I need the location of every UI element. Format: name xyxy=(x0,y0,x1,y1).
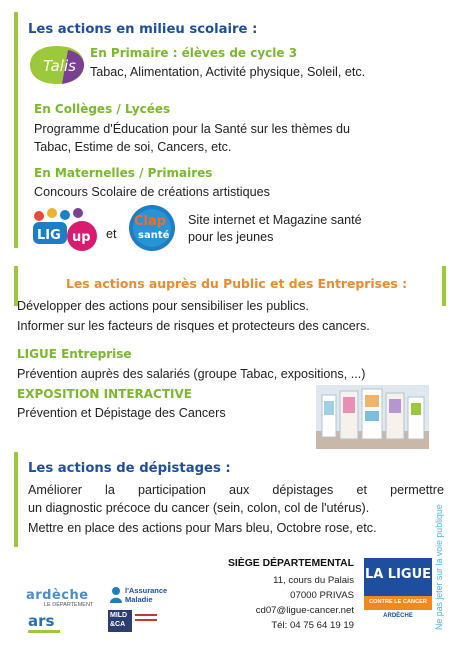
site-line-1: Site internet et Magazine santé xyxy=(188,213,362,227)
maternelles-text: Concours Scolaire de créations artistiques xyxy=(34,185,270,199)
talis-logo xyxy=(28,44,86,86)
talis-logo-text: Talis xyxy=(43,57,76,75)
section-bar-depistage xyxy=(14,452,18,547)
ligup-logo xyxy=(30,206,102,252)
svg-text:LIG: LIG xyxy=(37,228,61,243)
assurance-maladie-logo: l'Assurance Maladie xyxy=(108,584,164,608)
svg-text:Clap: Clap xyxy=(134,214,167,229)
ligue-entreprise-text: Prévention auprès des salariés (groupe Tabac, expositions, ...) xyxy=(17,367,366,381)
public-line-2: Informer sur les facteurs de risques et protecteurs des cancers. xyxy=(17,319,370,333)
siege-title: SIÈGE DÉPARTEMENTAL xyxy=(227,558,354,569)
mildeca-logo: MILD &CA xyxy=(108,610,160,634)
siege-address-1: 11, cours du Palais xyxy=(273,575,354,586)
expo-text: Prévention et Dépistage des Cancers xyxy=(17,406,226,420)
siege-phone: Tél: 04 75 64 19 19 xyxy=(271,620,354,631)
section-bar-public-right xyxy=(442,266,446,306)
siege-address-2: 07000 PRIVAS xyxy=(290,590,354,601)
et-label: et xyxy=(106,227,117,241)
svg-text:santé: santé xyxy=(138,230,170,241)
svg-text:up: up xyxy=(72,230,91,245)
primaire-heading: En Primaire : élèves de cycle 3 xyxy=(90,46,298,60)
public-line-1: Développer des actions pour sensibiliser les publics. xyxy=(17,299,309,313)
colleges-heading: En Collèges / Lycées xyxy=(34,102,171,116)
depistage-line-1: Améliorer la participation aux dépistages et permettre xyxy=(28,483,444,497)
depistage-line-3: Mettre en place des actions pour Mars bleu, Octobre rose, etc. xyxy=(28,521,377,535)
section-title-scolaire: Les actions en milieu scolaire : xyxy=(28,22,258,37)
expo-heading: EXPOSITION INTERACTIVE xyxy=(17,387,192,401)
la-ligue-logo-text: LA LIGUE xyxy=(364,567,432,582)
maternelles-heading: En Maternelles / Primaires xyxy=(34,166,213,180)
clap-sante-logo xyxy=(126,204,178,252)
ardeche-logo-sub: LE DÉPARTEMENT xyxy=(44,602,94,608)
primaire-text: Tabac, Alimentation, Activité physique, Soleil, etc. xyxy=(90,65,366,79)
ars-logo: ars xyxy=(28,612,68,634)
la-ligue-logo: LA LIGUE CONTRE LE CANCER ARDÈCHE xyxy=(364,558,432,624)
ardeche-logo xyxy=(26,588,96,608)
colleges-line-2: Tabac, Estime de soi, Cancers, etc. xyxy=(34,140,232,154)
section-bar-scolaire xyxy=(14,12,18,248)
section-title-public: Les actions auprès du Public et des Entreprises : xyxy=(66,276,408,291)
colleges-line-1: Programme d'Éducation pour la Santé sur les thèmes du xyxy=(34,122,351,136)
depistage-line-2: un diagnostic précoce du cancer (sein, colon, col de l'utérus). xyxy=(28,501,370,515)
site-line-2: pour les jeunes xyxy=(188,230,274,244)
section-title-depistage: Les actions de dépistages : xyxy=(28,461,231,476)
vertical-note: Ne pas jeter sur la voie publique xyxy=(434,504,444,630)
ardeche-logo-text: ardèche xyxy=(26,588,89,603)
exposition-photo xyxy=(316,385,429,449)
siege-email[interactable]: cd07@ligue-cancer.net xyxy=(255,605,354,616)
assurance-maladie-icon xyxy=(108,586,124,604)
ligue-entreprise-heading: LIGUE Entreprise xyxy=(17,347,132,361)
